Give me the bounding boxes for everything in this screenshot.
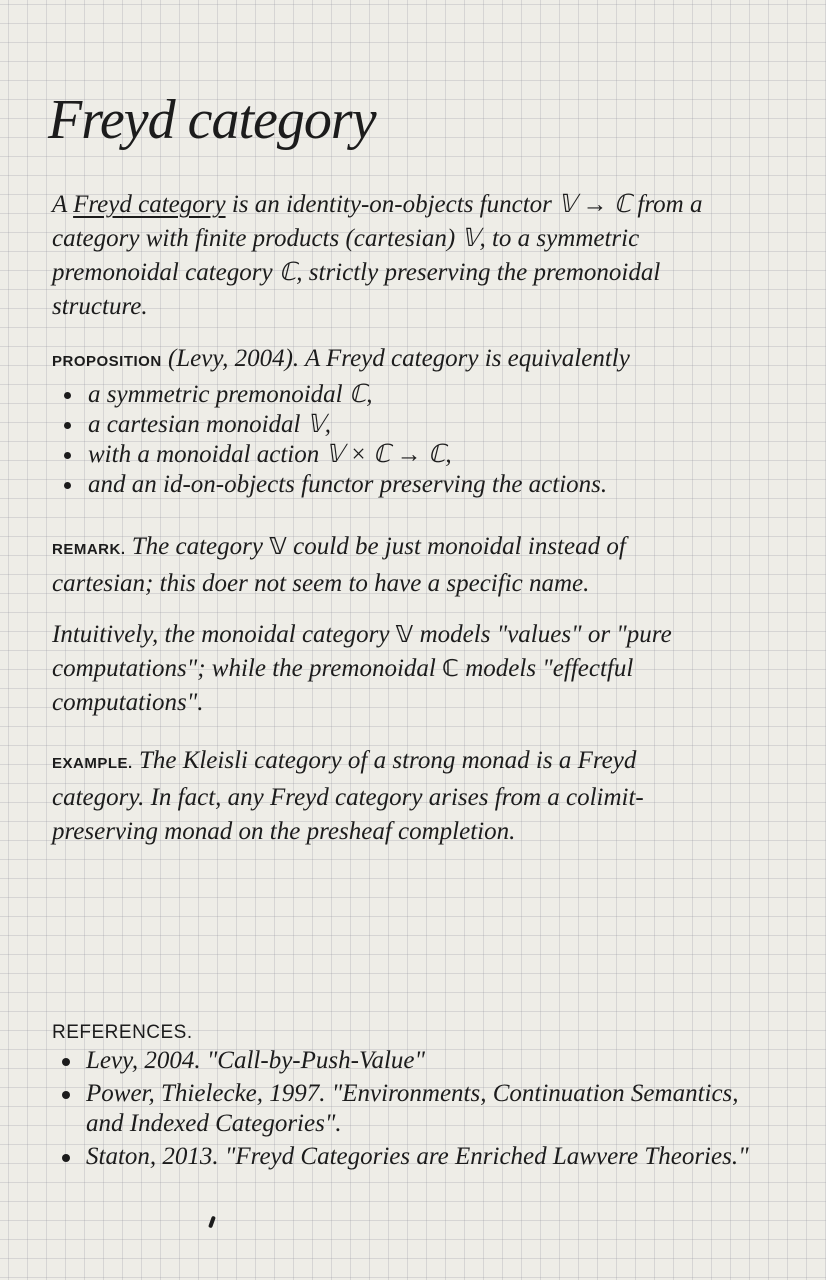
remark-label: REMARK. [52, 541, 126, 558]
intuition-pre: Intuitively, the monoidal category [52, 621, 390, 648]
reference-item: Power, Thielecke, 1997. "Environments, Continuation Semantics, and Indexed Categories". [60, 1079, 750, 1139]
intuition-symbol-c: ℂ [442, 656, 459, 682]
example-paragraph [52, 744, 702, 849]
definition-term: Freyd category [73, 191, 226, 218]
pen-mark [208, 1216, 216, 1229]
proposition-list [60, 380, 760, 500]
page-title: Freyd category [48, 89, 376, 151]
references-list [60, 1046, 750, 1175]
list-item: a cartesian monoidal 𝕍, [60, 410, 760, 440]
intuition-post: models "effectful computations". [52, 655, 634, 716]
example-label: EXAMPLE. [52, 755, 133, 772]
proposition-text: (Levy, 2004). A Freyd category is equivalently [167, 345, 630, 372]
proposition-heading [52, 342, 752, 379]
definition-lead: A [52, 191, 67, 218]
list-item: a symmetric premonoidal ℂ, [60, 380, 760, 410]
remark-post: could be just monoidal instead of cartesian; this doer not seem to have a specific name. [52, 533, 626, 597]
definition-paragraph [52, 188, 732, 324]
proposition-label: PROPOSITION [52, 353, 162, 370]
intuition-paragraph [52, 618, 692, 720]
definition-text: is an identity-on-objects functor 𝕍 → ℂ from a category with finite products (cartesian) 𝕍, to a symmetric premonoidal category ℂ, strictly preserving the premonoidal structure. [52, 191, 703, 320]
intuition-mid: models "values" or "pure computations"; while the premonoidal [52, 621, 672, 682]
reference-item: Levy, 2004. "Call-by-Push-Value" [60, 1046, 750, 1076]
list-item: and an id-on-objects functor preserving the actions. [60, 470, 760, 500]
example-text: The Kleisli category of a strong monad is a Freyd category. In fact, any Freyd category arises from a colimit-preserving monad on the presheaf completion. [52, 747, 644, 845]
remark-paragraph [52, 530, 692, 601]
remark-pre: The category [131, 533, 263, 560]
reference-item: Staton, 2013. "Freyd Categories are Enriched Lawvere Theories." [60, 1142, 750, 1172]
references-label: REFERENCES. [52, 1022, 193, 1043]
list-item: with a monoidal action 𝕍 × ℂ → ℂ, [60, 440, 760, 470]
remark-symbol: 𝕍 [269, 534, 287, 560]
intuition-symbol-v: 𝕍 [395, 622, 414, 648]
